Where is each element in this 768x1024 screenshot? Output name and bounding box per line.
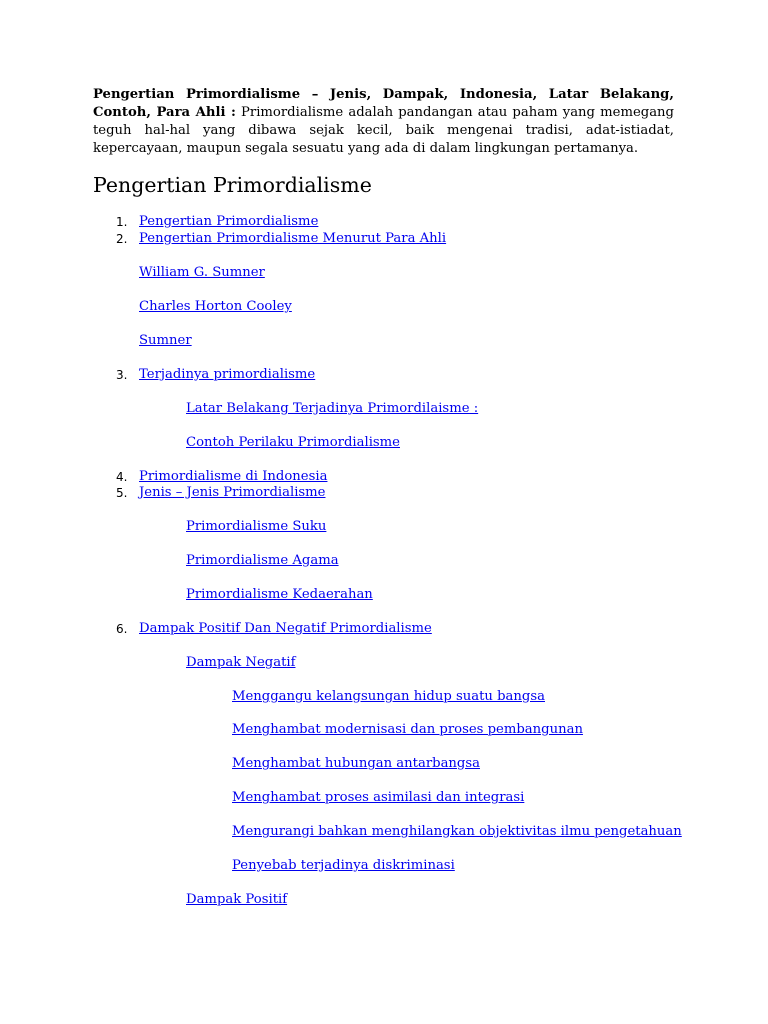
toc-link-pengertian[interactable]: Pengertian Primordialisme xyxy=(139,214,319,229)
intro-paragraph xyxy=(93,86,674,158)
toc-number-2: 2. xyxy=(116,232,128,246)
toc-link-objektivitas[interactable]: Mengurangi bahkan menghilangkan objektivitas ilmu pengetahuan xyxy=(232,824,682,839)
intro-bold-title: Pengertian Primordialisme – Jenis, Dampak, Indonesia, Latar Belakang, Contoh, Para Ahli : xyxy=(93,87,674,120)
toc-number-6: 6. xyxy=(116,622,128,636)
toc-link-indonesia[interactable]: Primordialisme di Indonesia xyxy=(139,469,328,484)
toc-link-sumner[interactable]: Sumner xyxy=(139,333,192,348)
toc-link-menggangu[interactable]: Menggangu kelangsungan hidup suatu bangsa xyxy=(232,689,545,704)
toc-link-diskriminasi[interactable]: Penyebab terjadinya diskriminasi xyxy=(232,858,455,873)
toc-link-william-sumner[interactable]: William G. Sumner xyxy=(139,265,265,280)
section-heading: Pengertian Primordialisme xyxy=(93,173,372,197)
toc-link-antarbangsa[interactable]: Menghambat hubungan antarbangsa xyxy=(232,756,480,771)
toc-number-5: 5. xyxy=(116,486,128,500)
toc-number-1: 1. xyxy=(116,215,128,229)
toc-link-dampak[interactable]: Dampak Positif Dan Negatif Primordialisme xyxy=(139,621,432,636)
toc-link-asimilasi[interactable]: Menghambat proses asimilasi dan integrasi xyxy=(232,790,525,805)
toc-link-terjadinya[interactable]: Terjadinya primordialisme xyxy=(139,367,316,382)
toc-link-menurut-para-ahli[interactable]: Pengertian Primordialisme Menurut Para Ahli xyxy=(139,231,447,246)
intro-text: Primordialisme adalah pandangan atau paham yang memegang teguh hal-hal yang dibawa sejak kecil, baik mengenai tradisi, adat-istiadat, kepercayaan, maupun segala sesuatu yang ada di dalam lingkungan pertamanya. xyxy=(93,105,674,156)
document-page xyxy=(93,86,674,197)
toc-link-dampak-negatif[interactable]: Dampak Negatif xyxy=(186,655,296,670)
toc-link-kedaerahan[interactable]: Primordialisme Kedaerahan xyxy=(186,587,373,602)
toc-link-latar-belakang[interactable]: Latar Belakang Terjadinya Primordilaisme : xyxy=(186,401,479,416)
toc-link-jenis[interactable]: Jenis – Jenis Primordialisme xyxy=(139,485,326,500)
toc-number-4: 4. xyxy=(116,470,128,484)
toc-link-agama[interactable]: Primordialisme Agama xyxy=(186,553,339,568)
toc-link-suku[interactable]: Primordialisme Suku xyxy=(186,519,327,534)
toc-link-charles-cooley[interactable]: Charles Horton Cooley xyxy=(139,299,292,314)
toc-link-modernisasi[interactable]: Menghambat modernisasi dan proses pembangunan xyxy=(232,722,583,737)
toc-link-dampak-positif[interactable]: Dampak Positif xyxy=(186,892,288,907)
toc-link-contoh-perilaku[interactable]: Contoh Perilaku Primordialisme xyxy=(186,435,400,450)
toc-number-3: 3. xyxy=(116,368,128,382)
